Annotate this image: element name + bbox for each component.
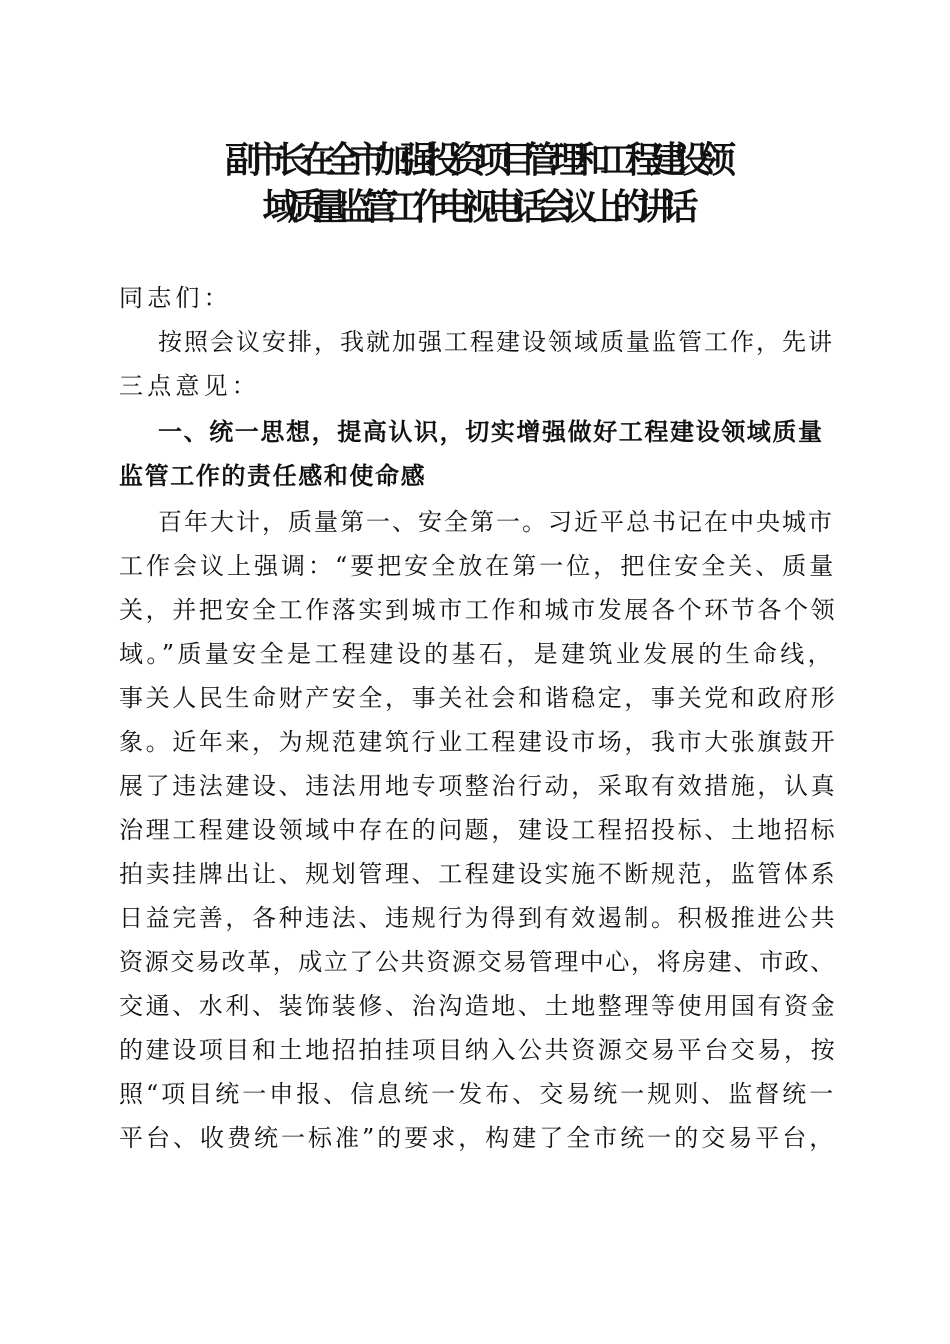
body-line: 域。”质量安全是工程建设的基石，是建筑业发展的生命线， <box>119 640 836 668</box>
body-line: 交通、水利、装饰装修、治沟造地、土地整理等使用国有资金 <box>119 992 838 1020</box>
body-line: 日益完善，各种违法、违规行为得到有效遏制。积极推进公共 <box>119 904 838 932</box>
body-line: 事关人民生命财产安全，事关社会和谐稳定，事关党和政府形 <box>119 684 838 712</box>
title-line-2: 域质量监管工作电视电话会议上的讲话 <box>262 186 688 228</box>
body-line: 象。近年来，为规范建筑行业工程建设市场，我市大张旗鼓开 <box>119 728 838 756</box>
body-line: 拍卖挂牌出让、规划管理、工程建设实施不断规范，监管体系 <box>119 860 838 888</box>
section-heading-line-2: 监管工作的责任感和使命感 <box>119 462 427 490</box>
body-line: 平台、收费统一标准”的要求，构建了全市统一的交易平台， <box>119 1124 837 1152</box>
title-line-1: 副市长在全市加强投资项目管理和工程建设领 <box>224 139 725 181</box>
intro-line-2: 三点意见： <box>119 372 260 400</box>
intro-line-1: 按照会议安排，我就加强工程建设领域质量监管工作，先讲 <box>158 328 834 356</box>
body-line: 的建设项目和土地招拍挂项目纳入公共资源交易平台交易，按 <box>119 1036 838 1064</box>
body-line: 展了违法建设、违法用地专项整治行动，采取有效措施，认真 <box>119 772 838 800</box>
body-line: 百年大计，质量第一、安全第一。习近平总书记在中央城市 <box>158 508 834 536</box>
body-line: 资源交易改革，成立了公共资源交易管理中心，将房建、市政、 <box>119 948 836 976</box>
body-line: 照“项目统一申报、信息统一发布、交易统一规则、监督统一 <box>119 1080 837 1108</box>
body-line: 关，并把安全工作落实到城市工作和城市发展各个环节各个领 <box>119 596 838 624</box>
body-line: 工作会议上强调：“要把安全放在第一位，把住安全关、质量 <box>119 552 837 580</box>
body-line: 治理工程建设领域中存在的问题，建设工程招投标、土地招标 <box>119 816 838 844</box>
salutation: 同志们： <box>119 284 232 312</box>
section-heading-line-1: 一、统一思想，提高认识，切实增强做好工程建设领域质量 <box>158 418 824 446</box>
